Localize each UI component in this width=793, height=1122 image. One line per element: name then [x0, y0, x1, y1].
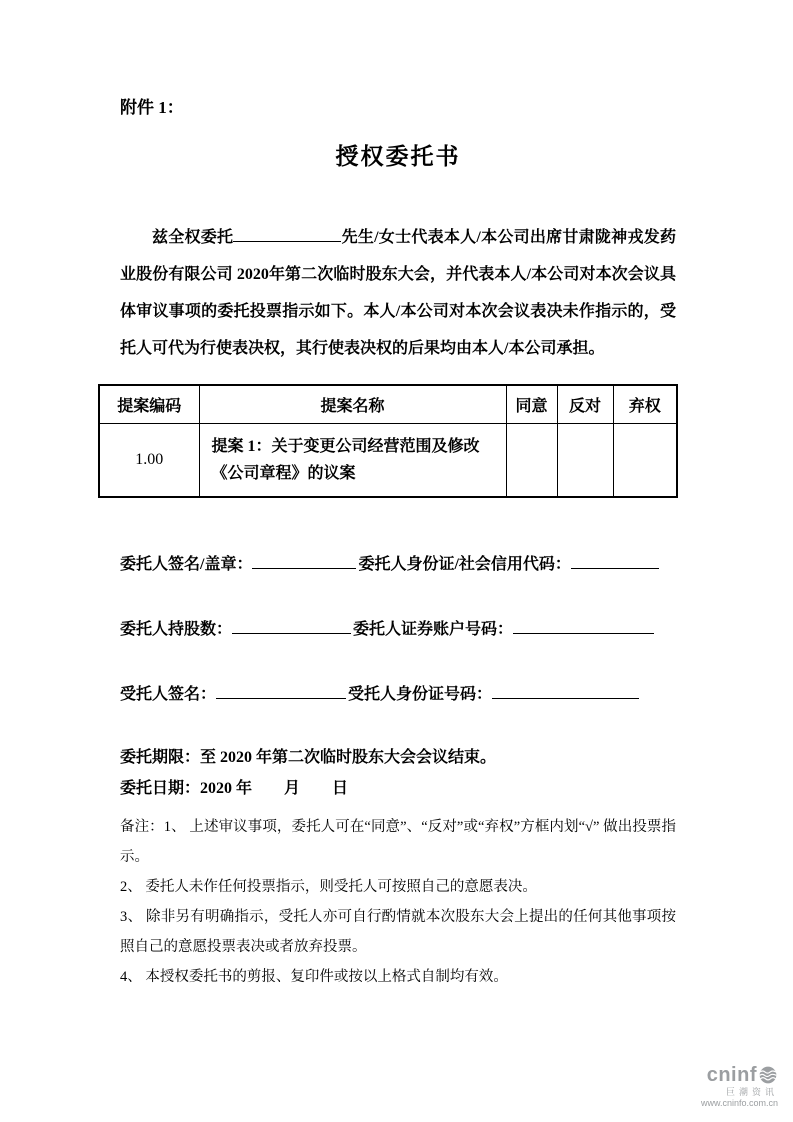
principal-id-label: 委托人身份证/社会信用代码： [358, 555, 571, 573]
proposal-name-header: 提案名称 [199, 385, 506, 423]
principal-signature-blank[interactable] [252, 554, 356, 569]
proposal-table-header-row [99, 385, 677, 423]
intro-paragraph [120, 219, 676, 367]
trustee-id-blank[interactable] [492, 684, 639, 699]
agree-vote-cell[interactable] [506, 423, 557, 497]
logo-cn-name: 巨潮资讯 [725, 1087, 778, 1098]
abstain-vote-cell[interactable] [613, 423, 677, 497]
trustee-signature-blank[interactable] [216, 684, 346, 699]
intro-text-after: 先生/女士代表本人/本公司出席甘肃陇神戎发药业股份有限公司 2020年第二次临时股东大会，并代表本人/本公司对本次会议具体审议事项的委托投票指示如下。本人/本公司对本次会议表决未作指示的，受托人可代为行使表决权，其行使表决权的后果均由本人/本公司承担。 [120, 229, 676, 357]
cninfo-logo [701, 1064, 778, 1109]
wave-icon [758, 1065, 778, 1085]
principal-shares-label: 委托人持股数： [120, 620, 233, 638]
logo-brand-text: cninf [706, 1064, 757, 1087]
proposal-code-header: 提案编码 [99, 385, 199, 423]
agree-header: 同意 [506, 385, 557, 423]
proposal-code-cell: 1.00 [99, 423, 199, 497]
note-line-3: 3、 除非另有明确指示，受托人亦可自行酌情就本次股东大会上提出的任何其他事项按照自己的意愿投票表决或者放弃投票。 [120, 908, 676, 955]
logo-top-row [701, 1064, 778, 1086]
principal-shares-row [120, 619, 676, 641]
oppose-vote-cell[interactable] [557, 423, 613, 497]
proposal-row [99, 423, 677, 497]
principal-id-blank[interactable] [571, 554, 659, 569]
logo-url: www.cninfo.com.cn [700, 1098, 778, 1109]
proxy-date-line: 委托日期：2020 年 月 日 [120, 779, 349, 797]
proxy-name-blank[interactable] [233, 227, 341, 242]
proposal-name-cell: 提案 1：关于变更公司经营范围及修改《公司章程》的议案 [199, 423, 506, 497]
note-line-4: 4、 本授权委托书的剪报、复印件或按以上格式自制均有效。 [120, 968, 508, 985]
proposal-table [98, 384, 678, 498]
trustee-id-label: 受托人身份证号码： [348, 685, 493, 703]
note-line-2: 2、 委托人未作任何投票指示，则受托人可按照自己的意愿表决。 [120, 878, 537, 895]
page-title: 授权委托书 [335, 144, 461, 169]
document-page [117, 0, 676, 992]
intro-text-before: 兹全权委托 [152, 229, 234, 246]
note-line-1: 备注：1、 上述审议事项，委托人可在“同意”、“反对”或“弃权”方框内划“√” 做出投票指示。 [120, 818, 676, 865]
signature-fields [120, 554, 676, 706]
principal-signature-label: 委托人签名/盖章： [120, 555, 253, 573]
principal-account-blank[interactable] [513, 619, 654, 634]
oppose-header: 反对 [557, 385, 613, 423]
principal-account-label: 委托人证券账户号码： [353, 620, 514, 638]
principal-shares-blank[interactable] [232, 619, 351, 634]
trustee-signature-label: 受托人签名： [120, 685, 217, 703]
abstain-header: 弃权 [613, 385, 677, 423]
notes-section [120, 812, 676, 992]
proxy-period-line: 委托期限：至 2020 年第二次临时股东大会会议结束。 [120, 748, 497, 766]
principal-signature-row [120, 554, 676, 576]
attachment-label: 附件 1： [120, 98, 184, 117]
trustee-signature-row [120, 684, 676, 706]
